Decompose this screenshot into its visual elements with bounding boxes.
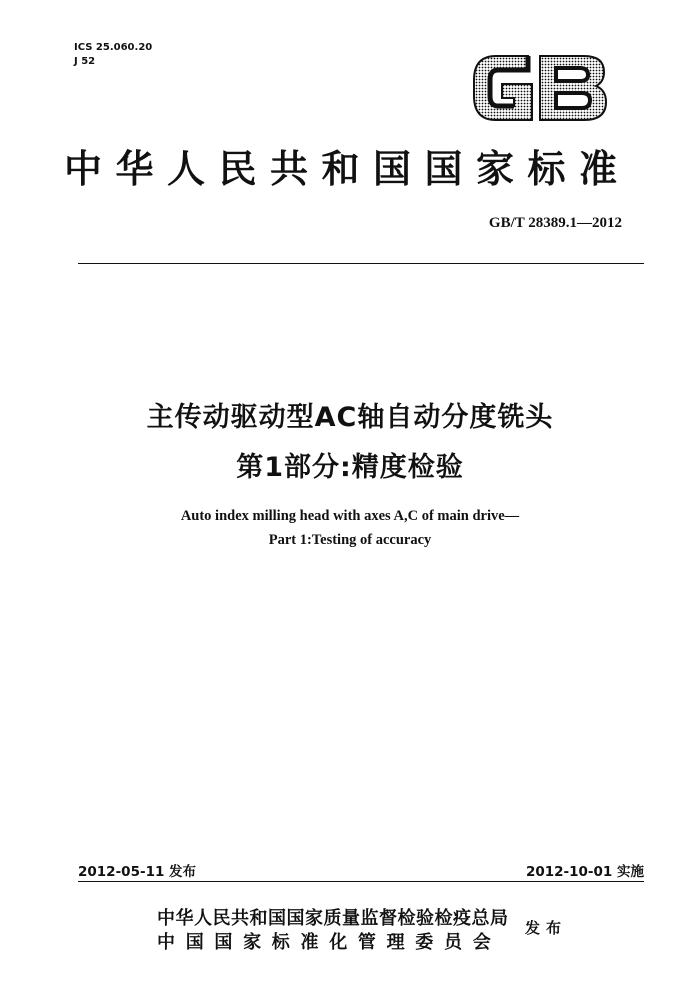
chinese-title-line-1: 主传动驱动型AC轴自动分度铣头 [146, 402, 554, 433]
standard-title: 中华人民共和国国家标准 [64, 146, 631, 191]
ccs-code: J 52 [74, 56, 96, 67]
standard-code: GB/T 28389.1—2012 [488, 215, 622, 231]
issued-label: 发布 [525, 919, 568, 937]
gb-logo [466, 48, 612, 128]
english-title-line-1: Auto index milling head with axes A,C of main drive— [180, 508, 520, 524]
issuer-line-2: 中国国家标准化管理委员会 [157, 932, 502, 953]
issuer-line-1: 中华人民共和国国家质量监督检验检疫总局 [157, 908, 509, 929]
english-title-line-2: Part 1:Testing of accuracy [268, 532, 432, 548]
chinese-title-line-2: 第1部分:精度检验 [236, 452, 464, 483]
ics-code: ICS 25.060.20 [74, 42, 153, 53]
bottom-divider [78, 881, 644, 882]
publish-date: 2012-05-11 发布 [78, 864, 197, 880]
top-divider [78, 263, 644, 264]
classification-codes [74, 41, 152, 69]
logo-letter-g [474, 56, 532, 120]
implement-date: 2012-10-01 实施 [525, 864, 644, 880]
logo-letter-b [540, 56, 606, 120]
